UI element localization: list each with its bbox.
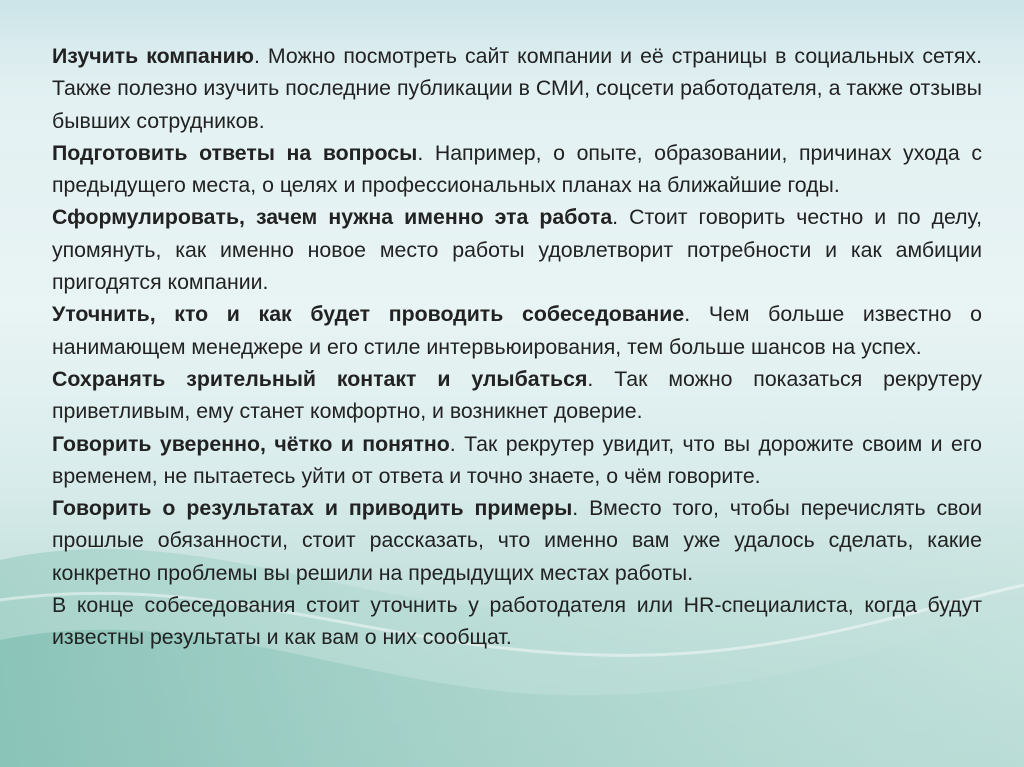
paragraph-prepare-answers [52,137,982,202]
paragraph-why-this-job [52,201,982,298]
paragraph-closing [52,589,982,654]
paragraph-text: . Стоит говорить честно и по делу, упомянуть, как именно новое место работы удовлетворит потребности и как амбиции пригодятся компании. [52,205,982,295]
paragraph-text: . Так можно показаться рекрутеру приветливым, ему станет комфортно, и возникнет доверие. [52,366,982,424]
paragraph-who-interviews [52,298,982,363]
paragraph-speak-confidently [52,428,982,493]
paragraph-text: . Вместо того, чтобы перечислять свои прошлые обязанности, стоит рассказать, что именно вам уже удалось сделать, какие конкретно проблемы вы решили на предыдущих местах работы. [52,496,982,585]
paragraph-lead: Изучить компанию [52,44,254,68]
paragraph-text: . Чем больше известно о нанимающем менеджере и его стиле интервьюирования, тем больше шансов на успех. [52,302,982,359]
paragraph-lead: Подготовить ответы на вопросы [52,140,418,165]
paragraph-lead: Говорить о результатах и приводить примеры [52,496,573,521]
paragraph-lead: Говорить уверенно, чётко и понятно [52,431,450,456]
paragraph-results-examples [52,492,982,589]
paragraph-lead: Сформулировать, зачем нужна именно эта работа [52,205,613,230]
slide-body [52,40,982,654]
paragraph-text: В конце собеседования стоит уточнить у работодателя или HR-специалиста, когда будут известны результаты и как вам о них сообщат. [52,593,982,650]
paragraph-text: . Например, о опыте, образовании, причинах ухода с предыдущего места, о целях и профессиональных планах на ближайшие годы. [52,140,982,198]
paragraph-text: . Так рекрутер увидит, что вы дорожите своим и его временем, не пытаетесь уйти от ответа и точно знаете, о чём говорите. [52,431,982,488]
paragraph-text: . Можно посмотреть сайт компании и её страницы в социальных сетях. Также полезно изучить последние публикации в СМИ, соцсети работодателя, а также отзывы бывших сотрудников. [52,44,982,133]
paragraph-eye-contact [52,363,982,428]
paragraph-lead: Сохранять зрительный контакт и улыбаться [52,366,588,391]
paragraph-study-company [52,40,982,137]
paragraph-lead: Уточнить, кто и как будет проводить собеседование [52,302,685,327]
